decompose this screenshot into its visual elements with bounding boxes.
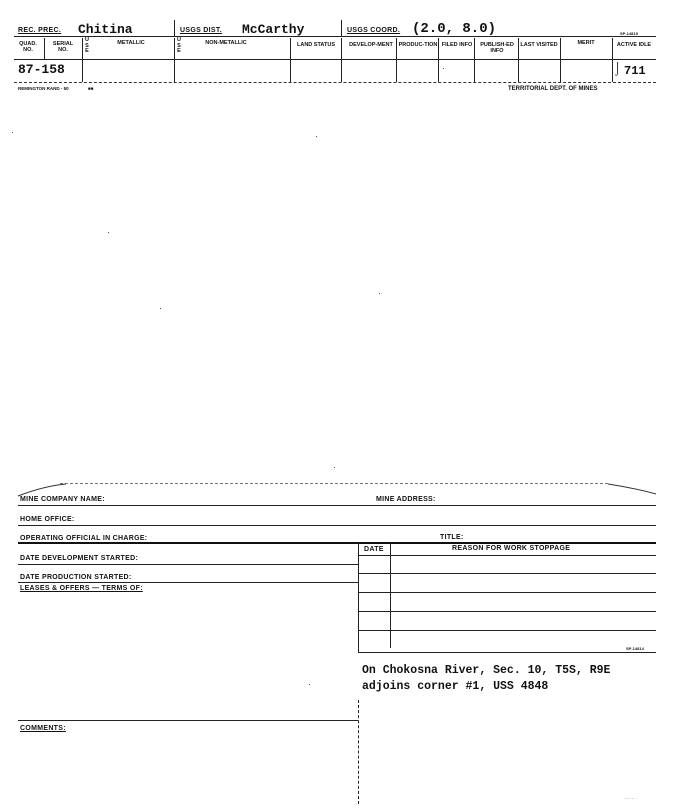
comments-label: COMMENTS: xyxy=(20,725,66,732)
official-label: OPERATING OFFICIAL IN CHARGE: xyxy=(20,535,148,542)
header-rule xyxy=(14,36,656,37)
company-rule xyxy=(18,505,656,506)
col-metallic: METALLIC xyxy=(117,40,145,46)
col-divider-visited xyxy=(518,38,519,82)
stoppage-row-4 xyxy=(358,630,656,631)
speck xyxy=(379,293,380,294)
home-office-rule xyxy=(18,525,656,526)
col-last-visited: LAST VISITED xyxy=(520,42,558,48)
date-col-divider xyxy=(390,543,391,648)
col-divider-land xyxy=(290,38,291,82)
stoppage-row-3 xyxy=(358,611,656,612)
location-note-line-1: On Chokosna River, Sec. 10, T5S, R9E xyxy=(362,664,611,677)
header-divider-2 xyxy=(341,20,342,36)
speck xyxy=(108,232,109,233)
quad-serial-value: 87-158 xyxy=(18,62,65,77)
col-divider-prod xyxy=(396,38,397,82)
col-divider-use-a xyxy=(82,38,83,82)
form-code: SP-14815 xyxy=(620,31,638,36)
usgs-coord-label: USGS COORD. xyxy=(347,27,401,34)
speck xyxy=(309,684,310,685)
card-bottom-dash xyxy=(14,82,656,83)
col-quad: QUAD. NO. xyxy=(19,41,37,53)
official-rule xyxy=(18,542,656,544)
company-label: MINE COMPANY NAME: xyxy=(20,496,105,503)
lower-card-edge-curves xyxy=(14,480,660,500)
home-office-label: HOME OFFICE: xyxy=(20,516,75,523)
col-divider-filed xyxy=(438,38,439,82)
lower-center-divider xyxy=(358,700,359,804)
printer-imprint: REMINGTON RAND - 50 xyxy=(18,86,69,91)
col-merit: MERIT xyxy=(577,40,595,46)
dev-started-rule xyxy=(18,564,358,565)
speck xyxy=(334,467,335,468)
speck xyxy=(316,136,317,137)
col-serial: SERIAL NO. xyxy=(52,41,74,53)
imprint-mark: ■■ xyxy=(88,86,94,91)
dev-started-label: DATE DEVELOPMENT STARTED: xyxy=(20,555,139,562)
stoppage-header-rule xyxy=(358,555,656,556)
reason-col-header: REASON FOR WORK STOPPAGE xyxy=(452,545,571,552)
location-note-line-2: adjoins corner #1, USS 4848 xyxy=(362,680,549,693)
active-idle-value: 711 xyxy=(624,64,646,78)
prod-started-rule xyxy=(18,582,358,583)
col-land-status: LAND STATUS xyxy=(297,42,335,48)
col-development: DEVELOP-MENT xyxy=(349,42,393,48)
speck xyxy=(160,308,161,309)
col-non-metallic: NON-METALLIC xyxy=(205,40,247,46)
stoppage-row-1 xyxy=(358,573,656,574)
col-divider-merit xyxy=(560,38,561,82)
col-divider-dev xyxy=(341,38,342,82)
leases-label: LEASES & OFFERS — TERMS OF: xyxy=(20,585,143,592)
header-divider-1 xyxy=(174,20,175,36)
col-divider-serial xyxy=(44,38,45,59)
address-label: MINE ADDRESS: xyxy=(376,496,436,503)
prod-started-label: DATE PRODUCTION STARTED: xyxy=(20,574,132,581)
usgs-dist-value: McCarthy xyxy=(242,22,305,37)
usgs-coord-value: (2.0, 8.0) xyxy=(412,21,497,37)
title-label: TITLE: xyxy=(440,534,464,541)
rec-prec-label: REC. PREC. xyxy=(18,27,62,34)
col-published-info: PUBLISH-ED INFO xyxy=(480,42,514,54)
col-use-a: U S E xyxy=(85,37,89,54)
lower-form-code: SP-14814 xyxy=(626,646,644,651)
rec-prec-value: Chitina xyxy=(78,22,133,37)
col-active-idle: ACTIVE IDLE xyxy=(616,42,652,48)
center-divider xyxy=(358,543,359,653)
col-divider-pub xyxy=(474,38,475,82)
comments-rule xyxy=(18,720,358,721)
dept-imprint: TERRITORIAL DEPT. OF MINES xyxy=(508,86,598,92)
speck xyxy=(12,132,13,133)
col-use-b: U S E xyxy=(177,37,181,54)
col-filed-info: FILED INFO xyxy=(441,42,473,48)
col-divider-use-b xyxy=(174,38,175,82)
filed-info-mark: · xyxy=(442,64,445,73)
stoppage-row-2 xyxy=(358,592,656,593)
date-col-header: DATE xyxy=(364,546,384,553)
stoppage-row-5 xyxy=(358,652,656,653)
active-idle-bracket: ⌡ xyxy=(614,62,622,76)
printer-mark: ····· ·· · xyxy=(624,796,637,801)
col-divider-active xyxy=(612,38,613,82)
col-production: PRODUC-TION xyxy=(398,42,438,48)
usgs-dist-label: USGS DIST. xyxy=(180,27,222,34)
